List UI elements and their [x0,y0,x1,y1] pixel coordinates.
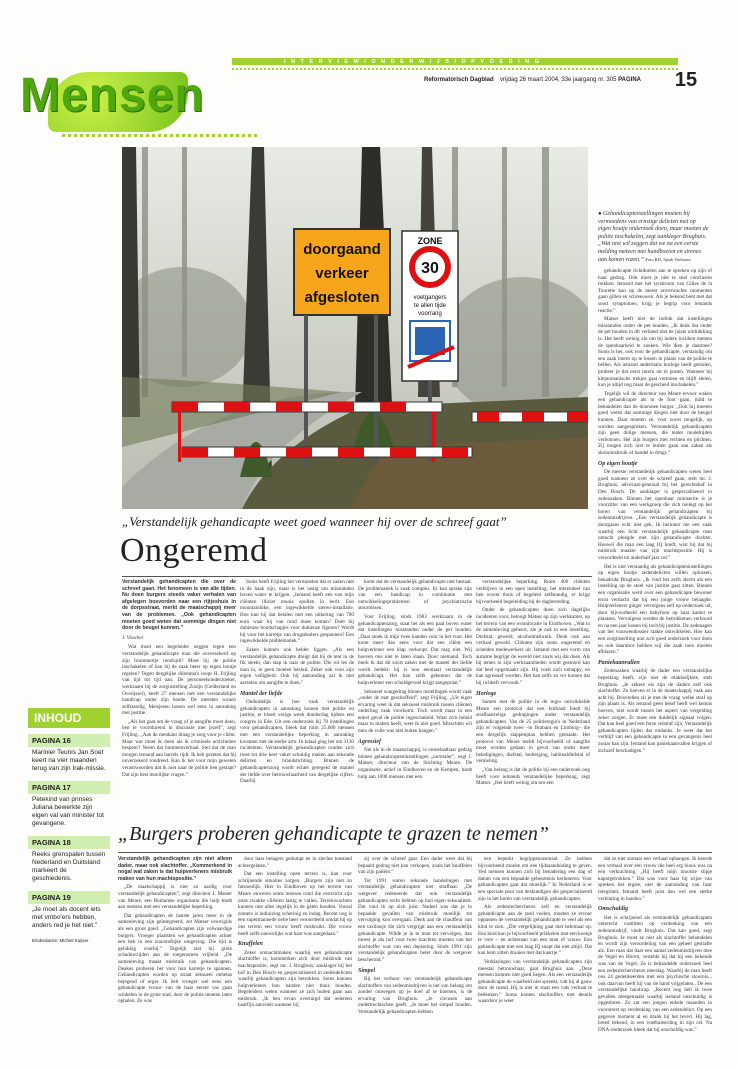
paragraph: Het is schrijnend als verstandelijk gehandicapten onterecht vastlitten op verdenking van een zedenmisdrijf, vindt Brughuis. Dat kan goed, zegt Brughuis. Je moet ze niet als slachtoffer behandelen en wordt zijn veroordeling van een geheel gestrafte als. Een man dat daar een aantal zedenmisdrijven mee de Vegel en Hoorn, vertelde hij dat hij een bekende was van de Vegel. Ze is behandelde onderzoek heel een zedenrechercheurs meeslag. Waarbij de man heeft ons 24 gedetineerden met een psychische stoornis... ook daarvan heeft hij van de hand vrijgelaten.. De een verstandelijke handicap. „Recent nog heb ik twee gevallen meegemaakt waarbij iemand onschuldig is opgesloten. Zo zat een jongen enkele maanden in voorarrest op verdenking van een zedendelict. Op een gegeven moment al en drank bij het levert. Hij lag, breed bekend, in een voetbaleerding in zijn cel. Na DNA-onderzoek bleek dat hij onschuldig was.” [598,914,712,1033]
section-logo [8,58,205,138]
subheading: Op eigen houtje [598,460,638,467]
paragraph: De meeste verstandelijk gehandicapten weten heel goed wanneer ze over de schreef gaan, stelt mr. J. Brughuis, advocaat-generaal bij het gerechtshof in Den Bosch. De aanklager is gespecialiseerd in zedenzaken. Binnen het openbaar ministerie is je voorzitter van een werkgroep die zich toelegt op het horen van verstandelijk gehandicapten bij zedenmisdrijven. „Een verstandelijk gehandicapte is doorgaans echt niet gek. Ik herinner me een zaak waarbij een licht verstandelijk gehandicapte man ontucht pleegde met zijn gehandicapte dochter. Hoewel die man een laag IQ hoeft, wist hij dat hij misbruik maakte van zijn machtspositie. Hij is veroordeeld tot anderhalf jaar cel.” [598,469,712,561]
article1-column-2 [240,579,354,787]
inhoud-text: Reeks grenspalen tussen Nederland en Duitsland markeert de geschiedenis. [32,851,106,882]
caption-text: ● Gehandicaptenstellingen moeten bij vermoedens van ernstige delicten met op eigen houtje onderzoek doen, maar moeten de politie inschakelen, zegt aankleger Brughuis. „Wat niet wil zeggen dat we na een eerste melding meteen met handboeien en sirenes aan komen razen.” [598,211,709,263]
article-photo [122,147,588,509]
article2-column-2 [238,856,352,1011]
dotted-divider [232,68,678,70]
inhoud-text: „Je moet als docent iets met vmbo'ers hebben, anders red je het niet.” [32,906,101,929]
subheading: Simpel [358,967,376,974]
headline-rule [118,852,712,853]
paragraph: Zedenzaken waarbij de dader een verstandelijke beperking heeft, zijn niet de makkelijkste, stelt Brughuis. „Je zekere eis zijn de daders zelf ook slachtoffer. Ze hoeven er in de maatschappij vaak aan acht bij. Bovendien zit je met de vraag welke straf op zijn plaats is. Als iemand geen besef heeft wel kennis hoeven, niet wordt tussen het aspect van vergelding zeker zorgen. Er moet een duidelijk signaal volgen. Dat kan heel goed een forse celstraf zijn. Verstandelijk gehandicapten lijden dat ondanks. Je weet dat het verblijf van een gehandicapte in een gevangenis heel zwaar kan zijn. Iemand kan paniekaanvallen krijgen of zichzelf beschadigen.” [598,668,712,754]
dateline [500,77,641,83]
paragraph: verstandelijke beperking. Ruim 400 cliënten verblijven in een open instelling, het merendeel van hen woont thuis of begeleid zelfstandig, er krijgt bijvoorbeeld begeleiding bij de dagbesteding. [476,579,590,605]
paragraph: Dat gehandicapten de laatste jaren meer in de samenleving zijn geïntegreerd, zet Matser overrigids als een groot goed. „Gehandicapten zijn volwaardige burgers. Vroeger plaatsten we gehandicapten achter een bek in een zuurstoftijke omgeving. Die tijd is gelukkig voorbij.” Tegelijk ziet hij grote schaduwzijden aan de toegenomen vrijheid. „De samenleving maakt misbruik van gehandicapten. Deakes proberen het voor hun karretje te spannen. Gehandicapten worden op straat seksueel onbetas bejegend of erger. Ik heb vroeger wel eens een gehandicapte vrouw van de baar eerste vas gaan winkelen in de grote stad, door de politie moeten laten ophalen. Ze was [118,912,232,1005]
paragraph: „De maatschappij is niet zo aardig voor verstandelijk gehandicapten”, zegt directeur J. Matser van Meare, een Brabantse organisatie die hulp biedt aan mensen met een verstandelijke beperking. [118,884,232,911]
article2-column-1 [118,856,232,1007]
article1-column-3 [358,579,472,782]
article1-byline: J. Visscher [122,635,144,641]
inhoud-text: Marinier Teunis Jan Soet keert na vier maanden terug van zijn Irak-missie. [32,749,106,772]
paragraph: Onder de gehandicapten doen zich dagelijks incidenten voor, betoogt Matser op zijn werkkamer, op het terrein van een woonlocatie in Eindhoven. „Wat in de samenleving gebeurt, zie je ook in een instelling. Diefstal, geweld, alcoholmisbruik. Denk ook aan verbaal geweld. Cliënten zijn soms ongeremd en schelden medewerkers uit. Iemand met een vorm van autisme begrijpt de wereld niet zoals wij dat doen. Als hij iemes in zijn werkzaamheden wordt gestoord kan dat heel opgemaakt zijn. Hij voelt zich unhappy, en kan agressief worden. Het kan zelfs zo ver komen dat hij richheft vervoudt.” [476,607,590,686]
headline-rule [122,576,592,577]
paragraph: Soms heeft Frijling het vermoeden dat er zaken niet in de haak zijn, maar is het lastig om misstanden boven water te krijgen. „Iemand heeft een van mijn cliënten illiciet mooie spullen in berit. Een mountainbike, een ingewikkelde stereo-installatie. Hoe kan hij dat betalen met een uitkering van 700 euro waar hij van rond moet komen? Doet hij dubieuze boodschapjes voor dubieuze figuren? Wordt hij voor het karretje van drugsdealers gespannen? Een ingewikkelde problematiek.” [240,579,354,645]
sign-line-2: verkeer [315,265,369,282]
inhoud-text: Petekind van prinses Juliana bewerkte zijn eigen val van minister tot gevangene. [32,796,104,827]
inhoud-item[interactable] [28,734,110,775]
speed-limit: 30 [421,260,439,277]
forest-road-photo [122,147,588,509]
zone-label: ZONE [417,236,443,246]
pagina-label: PAGINA [618,77,641,83]
article2-lead: Verstandelijk gehandicapten zijn niet alleen dader, maar ook slachtoffer. „Kommerkend in nogal wat zaken is dat hulpverleners misbruik maken van hun machtspositie.” [118,856,232,882]
svg-text:te allen tijde: te allen tijde [413,303,447,309]
sign-line-1: doorgaand [303,241,381,258]
paragraph: Zeker onmachtmaken waarbij een gehandicapte slachtoffer is, kommerken zich door misbruik van machtspositie, zegt mr. J. Brughuis, aanklager bij het hof in Den Bosch en gespecialiseerd in zedendelicten waarbij gehandicapten zijn betrokken. Soms kunnen hulpverleners hun handen niet thuis houden. Begeleiders weten wanneer ze zich buiten gaan aan misbruik. „Ik ben ervan overtuigd dat iedereen haarfijn aanvoelt wanneer hij [238,949,352,1009]
paragraph: Onduidelijk is hoe vaak verstandelijk gehandicapten in aanraking komen met politie en justitie, er bloeit vorige week donderdag tijdens een congres in Ede. Uit een onderzoek bij 78 instellingen voor gehandicapten, bleek dat ruim 25.000 mensen met een verstandelijke beperking in aanraking kwamen met de sterke arm. In totaal ging het om 1130 incidenten. Verstandelijk gehandicapten rouden zich twee tot drie keer vaker schuldig maken aan seksuele delicten en brandstichting. Binnen de gehandicaptenzorg wordt echter geregeld de mantel der liefde over betrouwbaarheid van dergelijke cijfers. Daarbij [240,699,354,785]
green-dotted-divider [62,134,257,137]
svg-text:voetgangers: voetgangers [413,295,447,301]
inhoud-page: PAGINA 19 [28,891,110,904]
right-column [598,268,712,756]
paragraph: Tegelijk wil de directeur van Meare ervoor waken een gehandicapte als in de foot gaan, mild te behandelen dan de doorsnee burger. „Ook hij moeten goed weten dat sommige dingen niet door de beugel kunnen. Daar moeten ze, voor zover mogelijk, op worden aangesproken. Verstandelijk gehandicapten zijn geen dulige mensen, die teater modeltijden verbonnen. Het zijn burgers met rechten en plichten. Zij mogen zich niet te buiten gaan aan zaken als skolomisbruik of handel in drugs.” [598,390,712,457]
article1-column-1 [122,579,236,780]
paragraph: zij over de schreef gaat. Een dader weet dat hij bepaald gedrag niet kan verkopen, zoals het knuffelen van zijn patiënt.” [358,856,472,876]
paragraph: Samen met de politie in de regio ontwikkelde Meare een protocol dat een leidraad biedt bij strafbaarrelige gedragingen onder verstandelijk gehandicapten. Van de 25 politieregio's in Nederland zijn er volgende twee –in Brabant en Limburg– die een dergelijk stappenplan hebben gemaakt. Het protocol van Meare meldt bijvoorbeeld of aangifte moet worden gedaan in geval van onder meer beledigingen, diefstal, bedreiging, habitualdiefstal of vernieling. [476,699,590,765]
paragraph: Voor Frijling, sinds 1983 werkzaam in de gehandicaptenzorg, staat het als een paal boven water dat instellingen misstanden onder de pet houden. „Daar stoek ik mijn twee handen voor in het vuur. Het komt meer dan eens voor dat een cliënt een bulpverlener een klap verkoopt. Dat mag niet. Wij hoeven ons niet te laten slaan. Door niemand. Toch merk ik dat dit soort zaken met de mantel der liefde wordt bedekt: hij is nou eenmaal verstandelijk gehandicapt. Het kan zelfs gebeuren dat de hulpverlener een schuldgevoel krijgt aangepraat.” [358,613,472,686]
paragraph: door haar belagers gedumpt en in slechte toestand achtergelaten.” [238,856,352,869]
article1-lead: Verstandelijk gehandicapten die over de schreef gaan. Het fenomeen is van alle tijden. Nu doen burgers steeds vaker verhalen van afgelegen bosvorden naar een rijtjeshuis in de dorpsstraat, merkt de maatschappij meer van de problemen. „Ook gehandicapten moeten goed weten dat sommige dingen niet door de beugel kunnen.” [122,579,236,632]
inhoud-box [28,708,110,943]
article1-headline: Ongeremd [120,532,268,569]
inhoud-page: PAGINA 18 [28,836,110,849]
inhoud-page: PAGINA 17 [28,781,110,794]
article2-headline: „Burgers proberen gehandicapte te grazen te nemen” [118,823,550,845]
subheading: Agressief [358,738,381,745]
paragraph: Als zedenrechercheurs zelf en verstandelijk gehandicapte aan de tand voelen, moeten ze ervoor oppassen de verstandelijk gehandicapte te veel als een kind te zien. „Die vergelijking gaat niet helemaal op. Een kind kun je bijvoorbeeld prikkelen met een koekje te vore – en achteraan van een man of vrouw. Een gehandicapte met een laag IQ snapt dat niet altijd. Dat kan hem zitten draaien met dat kaartje.” [478,904,592,957]
svg-text:voorrang: voorrang [418,311,442,317]
page-number: 15 [674,69,698,91]
inhoud-item[interactable] [28,891,110,932]
article2-column-3 [358,856,472,1018]
paper-name: Reformatorisch Dagblad [424,77,494,83]
inhoud-item[interactable] [28,781,110,830]
inhoud-item[interactable] [28,836,110,885]
paragraph: Het is niet verstandig als gehandicapteninstellingen op eigen houtje zedendelicten willen oplossen, benadrukt Brughuis. „Ik vind het zelfs slecht als een instelling op de stoel van justitie gaat zitten. Binnen een organisatie werd over een gehandicapte bewoner ernst verdacht dat hij een jonge vrouw belaagde. Hulpverleners ginger verrolgens zelf op onderzoek uit, door bijvoorbeeld een babyfoon op haar kamer te plaatsen. Vervolgens werden de betrokkenen verhoord en na een jaar lossen bij toch bij justitie. De zedenagen van het vrauwendossier raakte ontwikkelen. Hoe kan een zorginstelling nou zo'n goed onderzoek voor doen en ook daardoor hebben wij die zaak toen moeten afblazen.” [598,563,712,656]
paragraph: Wat moet een begeleider zeggen tegen een verstandelijk gehandicapte man die onverzekerd op zijn brommertje rondrijdt? Moet hij de politie inschakelen of kan hij de zaak beter op eigen houtje regelen? Tegen dergelijke dilemma's loopt H. Frijling van tijd tot tijd aan. De personeelsonderzoeker, werkzaam bij de zorginstelling Zozijn (Gelderland en Overijssel), heeft 27 mensen met een verstandelijke handicap onder zijn hoede. De meesten wonen zelfstandig. Meisjesen lossen wel eens in aanraking met justitie. [122,644,236,717]
paragraph: gehandicapte richtdoelen aan te spreken op zijn of haar gedrag. Ook moet je niet te snel conclusies trekken. Iemand met het syndroom van Gilles de la Tourette kan op de meest onverwachte momenten gaan gillen en schreeuwen. Als je bekend bent met dat soort symptomen, krijg je begrip voor iemands reactie.” [598,268,712,314]
subheading: Omschuldig [598,906,629,913]
inhoud-credit: Eindredactie: Michiel Kuijser [32,938,89,943]
photo-credit: Foto RD, Sjaak Verboom [645,257,691,262]
article1-kicker: „Verstandelijk gehandicapte weet goed wanneer hij over de schreef gaat” [122,514,507,529]
photo-caption [598,211,710,265]
subheading: Mantel der liefde [240,690,283,697]
topbar-rubrics: I N T E R V I E W / O N D E R W I J S / O P V O E D I N G [284,59,541,65]
paragraph: Matser heeft niet de indruk dat instellingen misstanden onder de pet houden. „Ik denk dat onder de pet houden in dit verband niet de juiste uitdrukking is. Het heeft weinig zin om bij iedere incident meteen de openbaarheid te zoeken. Wie dien je daarmee? Soms is het, ook voor de gehandicapte, verstandig om een zaak intern op te lossen in plaats van de politie te bellen. Als iemand andermans horloge heeft gestolen, probeer je dat eerst intern uit te praten. Wanneer hij kleptomanische trekjes gaat vertonen en blijft stelen, kun je altijd nog maar de gescheid inschakelen.” [598,316,712,389]
article2-column-4 [478,856,592,1007]
paragraph: Net als in de maatschappij, is ontoelaatbaar gedrag binnen gehandicapteninstellingen „normaler”, zegt J. Matser, directeur van de Stichting Meare. De organisatie, actief in Eindhoven en de Kempen, biedt hulp aan 1000 mensen met een [358,747,472,780]
dateline-text: vrijdag 26 maart 2004, 33e jaargang nr. 305 [500,77,617,83]
paragraph: Zaken kunnen ook helder liggen. „Als een verstandelijk gehandicapte dreigt dat hij de tent in de fik steekt, dan stap ik naar de politie. Die rol les de man in, in geen moeten besluit. Zeker ook voor zijn eigen veiligheid. Ook bij aanranding zal ik niet aarzelen om aangifte te doen.” [240,646,354,686]
paragraph: Seksueel wangedrag binnen instellingen wordt vaak „onder de mat geschoffeld”, zegt Frijling. „Uit eigen ervaring weet ik dat seksueel misbruik tussen cliënten onderling vaak voorkomt. Toch wordt maar in een enkel geval de politie ingeschakeld. Waar zo'n beleid maar tu maken heeft, weet ik niet goed. Misschien wil men de vuile was niet buiten hangen.” [358,688,472,735]
subheading: Paniekaanvallen [598,659,640,666]
paragraph: een beperkt begrippenarsenaal. Ze hebben bijvoorbeeld moeite om een tijdsaanduiding te geven. Ved mensen kunnen zich bij benadering een dag of datum van een bepaalde gebeurtenis herinneren. Voor gehandicapten gaat dat moeilijk.” In Nederland is er een speciale pool van deskundigen die gespecialiseerd zijn in het horen van verstandelijk gehandicapten. [478,856,592,902]
paragraph: Tot 1991 waren seksuele handelingen met verstandelijk gehandicapten niet strafbaar. „De wetgever redeneerde dat ook verstandelijk gehandicapten recht hebben op hun eigen seksualiteit. Dat vind ik op zich juist. Nadeel was dat je in bepaalde gevallen van misbruik moeilijk tot vervolging kon overgaan. Denk aan de chauffeur van een taxibusje die zich vergrijpt aan een verstandelijk gehandicapte. Wilde je in te man tot vervolgen, dan moest je als hof voor twee krachten moeten van het slachtoffer was van een depiseing. Sinds 1991 zijn verstandelijk gehandicapten beter door de wetgever beschermd.” [358,877,472,963]
paragraph: Verklaringen van verstandelijk gehandicapten zijn meestal betrouwbaar, gaat Brughuis aan. „Deze mensen kunnen niet goed liegen. Als een verstandelijk gehandicapte de waarheid niet spreekt, valt hij al gauw door de mand. Hij is niet in staat een vals verhaal te bedenken.” Soms komen slachtoffers met details waardoor je weet [478,958,592,1005]
paragraph: „Als het gaat om de vraag of je aangifte moet doen, ben ie voortdurend in discussie met jezelf”, zegt Frijling. „Aan de menkant draag je zorg voor je cliënt. Maar wat moet ik doen als ik criminele activiteiten bespeur? Neem dat bommenverhaal. Stel dat de man morgen iemand aan barrels rijdt. Ik heb gezeten dat hij onverzekerd rondreed. Kan ik het voor mijn geweten verantwoorden dat ik niet naar de politie ben gestapt? Dat zijn best moeilijke vragen.” [122,718,236,778]
inhoud-page: PAGINA 16 [28,734,110,747]
paragraph: Bij het verhoor van verstandelijk gehandicapte slachtoffers van zedenmisdrijven is het van belang om zonder omwegen op je doel af te koersen, is de ervaring van Brughuis. „Je circusen aan ondertrechtschen geeft. „Je moet het simpel houden. Verstandelijk gehandicapten hebben [358,976,472,1016]
paragraph: dat ze niet zomaar een verhaal ophangen. Ik heorde een verhaal over een vrouw die heel erg bious was na een verkrachting. „Hij heeft mijn mooiste slipje kapotgetrokken.” Dat was voor haar bij wijze van spreken het ergste, niet de aanranding van haar integriteit. Iemand heeft juist dan wel een sterke verklaring in handen.” [598,856,712,902]
section-title: Mensen [20,69,205,122]
subheading: Knuffelen [238,941,263,948]
article1-column-4 [476,579,590,789]
article2-column-5 [598,856,712,1035]
inhoud-title: INHOUD [28,708,110,728]
subheading: Horloge [476,690,497,697]
paragraph: Dat een instelling open terrein is, kan voor schrijnende situaties zorgen. „Burgers zijn niet zo fatsoenlijk. Hier in Eindhoven op het terrein van Meare ouweren soms mensen rond die overzicht zijn onze zwakke cliënten lastig te vallen. Terreinwachten kunnen niet alles tegelijk in de gaten houden. Vooral zomers is indiuizing scherinig en indag. Recent nog is een supermannede netie heer veroordeeld omdat hij op ons terrein een vrouw heeft misbruikt. Die vrouw heeft zelfe nauwelijks wat haar was aangedaan.” [238,871,352,937]
paragraph: komt dat de verstandelijk gehandicapte niet bestaat. De problematiek is vaak complex. Er kan sprake zijn van een handicap in combinatie met ontwikkelingsproblemen of psychiatrische stoornissen. [358,579,472,612]
paragraph: „Van belang is dat de politie bij een onderzoek oog heeft voor iemands verstandelijke beperking, zegt Matser. „Het heeft weinig zin om een [476,767,590,787]
sign-line-3: afgesloten [304,289,380,306]
